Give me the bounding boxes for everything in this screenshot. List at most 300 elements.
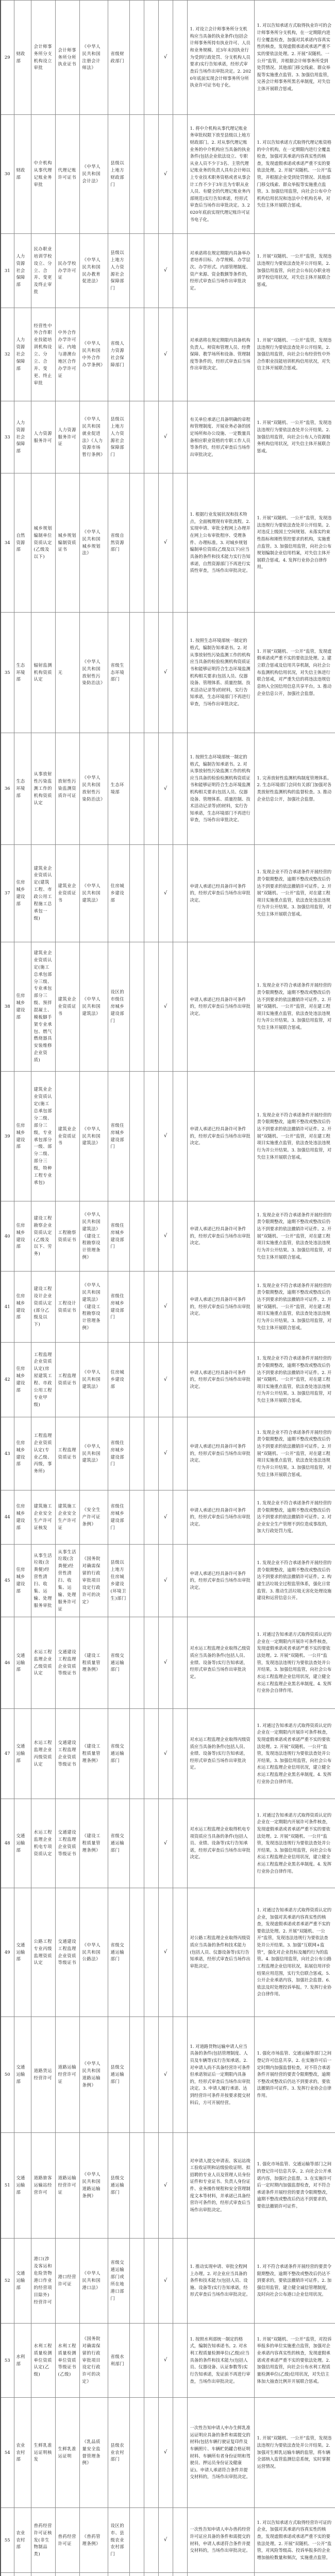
approval-authority-cell: [108, 2573, 129, 2576]
row-number: 31: [1, 234, 14, 308]
supervision-measures-cell: 1. 开展“双随机、一公开”监管，发现违法违规行为要依法查处并公开结果。2. 加强信用监管，向社会公布民办职业培训学校信用状况，对失信主体开展联合惩戒。: [254, 234, 335, 308]
reform-mode-4-cell: [173, 1490, 187, 1545]
check-mark-icon: √: [158, 2398, 173, 2508]
reform-mode-4-cell: [173, 2133, 187, 2239]
department-cell: 农业农村部: [14, 2398, 31, 2508]
license-name-cell: 民办学校办学许可证: [55, 234, 79, 308]
approval-authority-cell: 省级交通运输部门: [108, 1617, 129, 1709]
approval-authority-cell: 省级水利部门: [108, 2324, 129, 2398]
reform-measures-cell: 对承诺将在规定期限内具备举办者培养目标、办学规模、办学层次、办学形式、内部管理制度、资产来源、资金数额等条件的，经形式审查后当场作出审批决定。: [187, 234, 254, 308]
legal-basis-cell: 《中华人民共和国港口法》: [79, 2239, 108, 2324]
reform-mode-2-cell: [144, 2133, 158, 2239]
row-number: 42: [1, 1343, 14, 1417]
license-name-cell: 工程监理资质证书: [55, 1343, 79, 1417]
row-number: 49: [1, 1888, 14, 2017]
approval-authority-cell: 县级以上地方人力资源社会保障部门: [108, 401, 129, 473]
reform-mode-4-cell: [173, 115, 187, 234]
department-cell: 交通运输部: [14, 2017, 31, 2133]
reform-mode-1-cell: [129, 845, 144, 942]
department-cell: 住房城乡建设部: [14, 845, 31, 942]
reform-measures-cell: 申请人承诺已经具备许可条件的，经形式审查后当场作出审批决定。: [187, 1417, 254, 1490]
legal-basis-cell: 《中华人民共和国道路运输条例》: [79, 2133, 108, 2239]
legal-basis-cell: 《中华人民共和国放射性污染防治法》: [79, 733, 108, 845]
reform-measures-cell: 申请人承诺已经具备许可条件的，经形式审查后当场作出审批决定。: [187, 1490, 254, 1545]
approval-authority-cell: 设区的市级住房城乡建设部门: [108, 942, 129, 1072]
legal-basis-cell: 《中华人民共和国建筑法》: [79, 1417, 108, 1490]
check-mark-icon: √: [158, 1417, 173, 1490]
supervision-measures-cell: [254, 2573, 335, 2576]
row-number: 55: [1, 2508, 14, 2573]
table-row: [1, 1, 335, 115]
supervision-measures-cell: 1. 对通过告知承诺方式取得资质认定的企业，加强对其承诺内容真实性的核查，发现虚假承诺或者承诺严重不实的要依法处理。2. 开展“双随机、一公开”监管，发现违法违规行为要依法查处并公开结果。3. 加强“互联网+监管”，强化对企业投标及履约行为的监管。4. 加强信用监管，向社会公布公路工程监理企业信用状况，拓展信用评价结果应用范围，实行失信联合惩戒。5. 公开企业承诺内容，加强社会监督。6. 依法及时处理投诉举报。7. 发挥行业协会自律作用。: [254, 1888, 335, 2017]
reform-mode-2-cell: [144, 733, 158, 845]
row-number: 29: [1, 1, 14, 115]
reform-measures-cell: 对水运工程监理企业取得丙级资质应当具备的条件(包括人员、业绩、设备等)实行告知承诺，经形式审查后当场作出审批决定。: [187, 1709, 254, 1799]
department-cell: 住房城乡建设部: [14, 1545, 31, 1617]
table-row: [1, 2239, 335, 2324]
reform-measures-cell: 1. 根据行业发展状况和技术特点，全面梳理现有审批流程。2. 实现申请、审批全程网上办理并在网上公布审批程序、受理条件、办理标准。3. 对城乡规划编制单位资质(乙级及以下)应当具备的条件和技术能力实行告知承诺，自然资源部门不再进行实质性审查，当场作出审批决定。: [187, 473, 254, 613]
approval-item-cell: 建设工程设计企业资质认定(部分乙级及以下): [31, 1272, 55, 1343]
approval-item-cell: 水运工程监理企业乙级资质认定: [31, 1617, 55, 1709]
supervision-measures-cell: 1. 发现企业不符合承诺条件开展经营的责令限期整改，逾期不整改或整改后仍达不到要求的依法撤销许可证件。2. 开展“双随机、一公开”监管，对在建工程项目实施重点监管，依法查处违法违规行为并公开结果。3. 加强信用监管，对失信主体开展联合惩戒。: [254, 1343, 335, 1417]
reform-mode-1-cell: [129, 1272, 144, 1343]
reform-mode-2-cell: [144, 1888, 158, 2017]
row-number: 38: [1, 942, 14, 1072]
reform-measures-cell: 1. 将中介机构从事代理记账业务审批权限下放至县级以上地方财政部门。2. 对从事代理记账业务的中介机构应当具备的执业条件(包括企业依法设立、专职从业人员不少于3名、主管代理记账业务的负责人具有会计师以上专业技术职务资格或者从事会计工作不少于3年且为专职从业人员、有健全的代理记账业务内部规范)实行告知承诺，经形式审查后当场作出审批决定。3. 2020年底前实现代理记账许可证书电子化。: [187, 115, 254, 234]
approval-item-cell: 道路旅客运输站经营许可: [31, 2133, 55, 2239]
department-cell: 人力资源社会保障部: [14, 401, 31, 473]
check-mark-icon: √: [158, 942, 173, 1072]
department-cell: 生态环境部: [14, 733, 31, 845]
approval-authority-cell: 省级住房城乡建设部门: [108, 1272, 129, 1343]
supervision-measures-cell: 1. 发现企业不符合承诺条件开展经营的责令限期整改，逾期不整改或整改后仍达不到要求的依法撤销许可证件。2. 开展“双随机、一公开”监管，对在建工程项目实施重点监管，依法查处违法违规行为并公开结果。3. 加强信用监管，对失信主体开展联合惩戒。: [254, 845, 335, 942]
department-cell: 住房城乡建设部: [14, 1272, 31, 1343]
reform-mode-4-cell: [173, 845, 187, 942]
approval-item-cell: [31, 2573, 55, 2576]
check-mark-icon: √: [158, 1, 173, 115]
reform-mode-4-cell: [173, 1, 187, 115]
reform-mode-1-cell: [129, 942, 144, 1072]
row-number: 53: [1, 2324, 14, 2398]
reform-measures-cell: 申请人承诺已经具备许可条件的，经形式审查后当场作出审批决定。: [187, 1545, 254, 1617]
table-row: [1, 2324, 335, 2398]
department-cell: 交通运输部: [14, 1888, 31, 2017]
reform-mode-1-cell: [129, 1343, 144, 1417]
check-mark-icon: √: [158, 1799, 173, 1888]
legal-basis-cell: 《安全生产许可证条例》: [79, 1490, 108, 1545]
reform-mode-4-cell: [173, 308, 187, 401]
row-number: 36: [1, 733, 14, 845]
approval-authority-cell: 省级交通运输部门或所在地港口部门: [108, 2239, 129, 2324]
approval-authority-cell: 省级住房城乡建设部门: [108, 1490, 129, 1545]
reform-mode-1-cell: [129, 1888, 144, 2017]
reform-mode-1-cell: [129, 1545, 144, 1617]
reform-mode-4-cell: [173, 2239, 187, 2324]
reform-measures-cell: 对申请人提交申请表、客运站竣工验收证明和站级验收证明、拟招聘的专业人员及管理人员身份证件和专业证书、负责人身份证件、业务操作规程和安全管理制度文本等材料，并承诺已具备经营许可条件的，经形式审查后当场作出审批决定。: [187, 2133, 254, 2239]
legal-basis-cell: 《中华人民共和国建筑法》: [79, 845, 108, 942]
reform-measures-cell: 申请人承诺已经具备许可条件的，经形式审查后当场作出审批决定。: [187, 1201, 254, 1272]
reform-mode-4-cell: [173, 942, 187, 1072]
approval-authority-cell: 设区的市、县级农业农村部门: [108, 2508, 129, 2573]
department-cell: 住房城乡建设部: [14, 1201, 31, 1272]
table-row: [1, 473, 335, 613]
legal-basis-cell: 《中华人民共和国城乡规划法》: [79, 473, 108, 613]
table-row: [1, 942, 335, 1072]
table-row: [1, 1201, 335, 1272]
row-number: 52: [1, 2239, 14, 2324]
check-mark-icon: √: [158, 115, 173, 234]
reform-measures-cell: 有关单位承诺已具备明确的章程和管理制度、开展业务必备的固定场所和办公设施、一定数量具备相应职业资格的专职工作人员等条件的，经形式审查后当场作出审批决定。: [187, 401, 254, 473]
row-number: 43: [1, 1417, 14, 1490]
check-mark-icon: √: [158, 401, 173, 473]
reform-mode-2-cell: [144, 1, 158, 115]
department-cell: 财政部: [14, 115, 31, 234]
department-cell: 交通运输部: [14, 1709, 31, 1799]
row-number: 34: [1, 473, 14, 613]
table-row: [1, 1888, 335, 2017]
reform-mode-4-cell: [173, 2573, 187, 2576]
table-row: [1, 1343, 335, 1417]
approval-item-cell: 水利工程质量检测单位资质认定(乙级): [31, 2324, 55, 2398]
reform-mode-1-cell: [129, 1709, 144, 1799]
department-cell: 水利部: [14, 2324, 31, 2398]
reform-mode-4-cell: [173, 1799, 187, 1888]
table-row: [1, 1545, 335, 1617]
reform-mode-2-cell: [144, 2398, 158, 2508]
table-row: [1, 845, 335, 942]
approval-item-cell: 道路货运经营许可: [31, 2017, 55, 2133]
table-row: [1, 115, 335, 234]
license-name-cell: 人力资源服务许可证: [55, 401, 79, 473]
approval-authority-cell: 省级住房城乡建设部门: [108, 1417, 129, 1490]
table-row: [1, 2133, 335, 2239]
reform-mode-4-cell: [173, 473, 187, 613]
check-mark-icon: √: [158, 1201, 173, 1272]
reform-measures-cell: 申请人承诺已经具备许可条件的，经形式审查后当场作出审批决定。: [187, 1343, 254, 1417]
table-row: [1, 2017, 335, 2133]
check-mark-icon: √: [158, 2508, 173, 2573]
table-body: [1, 1, 335, 2576]
approval-authority-cell: 县级以上地方住房城乡建设(环境卫生)部门: [108, 1545, 129, 1617]
supervision-measures-cell: 1. 发现企业不符合承诺条件开展经营的责令限期整改，逾期不整改或整改后仍达不到要求的依法撤销许可证件。2. 开展“双随机、一公开”监管，对在建工程项目实施重点监管，依法查处违法违规行为并公开结果。3. 加强信用监管，对失信主体开展联合惩戒。: [254, 942, 335, 1072]
legal-basis-cell: 《中华人民共和国建筑法》《建设工程勘察设计管理条例》: [79, 1272, 108, 1343]
department-cell: 生态环境部: [14, 613, 31, 733]
license-name-cell: 建筑施工企业安全生产许可证: [55, 1490, 79, 1545]
department-cell: 财政部: [14, 1, 31, 115]
reform-mode-2-cell: [144, 1709, 158, 1799]
table-row: [1, 733, 335, 845]
supervision-measures-cell: 1. 完善放射性监测机构制度管理体系。2. 生态环境部门会同有关部门加强对各类放射性监测机构的监督检查。3. 推动企业信息公开，加强社会监督。: [254, 733, 335, 845]
license-name-cell: 城乡规划编制资质证书: [55, 473, 79, 613]
reform-mode-2-cell: [144, 401, 158, 473]
table-row: [1, 2573, 335, 2576]
reform-measures-cell: 申请人承诺已经具备许可条件的，经形式审查后当场作出审批决定。: [187, 1072, 254, 1201]
department-cell: 交通运输部: [14, 2239, 31, 2324]
supervision-measures-cell: 1. 发现企业不符合承诺条件开展经营的责令限期整改，逾期不整改或整改后仍达不到要求的依法撤销许可证件。2. 开展“双随机、一公开”监管，对在建工程项目实施重点监管，依法查处违法违规行为并公开结果。3. 加强信用监管，对失信主体开展联合惩戒。: [254, 1272, 335, 1343]
reform-measures-cell: 1. 对设立会计师事务所分支机构应当具备的执业条件(包括会计师事务所持有执业许可、人员和业务规模、近3年未因执业行为受到行政处罚、分支机构人员要求)实行告知承诺，经形式审查后当场作出审批决定。2. 2020年底前实现会计师事务所分所执业许可证书电子化。: [187, 1, 254, 115]
license-name-cell: 交通建设工程监理企业资质等级证书: [55, 1617, 79, 1709]
legal-basis-cell: 《中华人民共和国建筑法》: [79, 942, 108, 1072]
department-cell: 住房城乡建设部: [14, 1417, 31, 1490]
reform-mode-1-cell: [129, 2398, 144, 2508]
legal-basis-cell: 《中华人民共和国就业促进法》《人力资源市场暂行条例》: [79, 401, 108, 473]
department-cell: 交通运输部: [14, 1799, 31, 1888]
row-number: 39: [1, 1072, 14, 1201]
license-name-cell: 交通建设工程监理企业资质等级证书: [55, 1709, 79, 1799]
approval-item-cell: 经营性中外合作职业技能培训机构设立、分立、合并、变更、终止审批: [31, 308, 55, 401]
reform-mode-2-cell: [144, 234, 158, 308]
approval-authority-cell: 县级以上地方财政部门: [108, 115, 129, 234]
supervision-measures-cell: 1. 开展“双随机、一公开”监管，发现违法违规行为要依法查处并公开结果。2. 加强对生鲜乳运输车辆的监管，将车辆全部纳入监管监测信息系统，实时掌握运营情况。: [254, 2398, 335, 2508]
reform-mode-4-cell: [173, 2017, 187, 2133]
reform-mode-1-cell: [129, 1201, 144, 1272]
approval-item-cell: 建筑施工企业安全生产许可证核发: [31, 1490, 55, 1545]
check-mark-icon: √: [158, 845, 173, 942]
department-cell: 人力资源社会保障部: [14, 234, 31, 308]
approval-item-cell: 城乡规划编制单位资质认定(乙级及以下): [31, 473, 55, 613]
reform-mode-2-cell: [144, 308, 158, 401]
reform-measures-cell: 1. 按照生态环境部统一制定的格式，编制告知承诺书。2. 对从事放射性污染监测工作的机构应当具备的检验检测机构资质证书和能够证明符合生态环境监测机构相关要求(包括人员、仪器设备、管理体系、质量控制、技术活动记录等)的材料，实行告知承诺，生态环境部门不再进行审查，当场作出审批决定。: [187, 613, 254, 733]
row-number: 51: [1, 2133, 14, 2239]
legal-basis-cell: 《中华人民共和国注册会计师法》: [79, 1, 108, 115]
reform-mode-4-cell: [173, 401, 187, 473]
row-number: 30: [1, 115, 14, 234]
reform-measures-cell: 申请人承诺已经具备许可条件的，经形式审查后当场作出审批决定。: [187, 845, 254, 942]
supervision-measures-cell: 1. 对通过告知承诺方式取得资质认定的企业在一定期限内开展许可条件核查，发现虚假承诺或者承诺严重不实的要依法处理。2. 开展“双随机、一公开”监管，发现违法违规行为要依法查处并公开结果。3. 加强信用监管，向社会公布水运工程监理企业信用状况，建立健全水运工程监理企业黑名单制度。4. 发挥行业协会自律作用。: [254, 1799, 335, 1888]
check-mark-icon: √: [158, 473, 173, 613]
supervision-measures-cell: 1. 对不符合承诺条件开展经营的要责令限期整改，逾期不整改或整改后仍达不到要求的，要依法撤销许可证件。2. 加强信用监管，建立健全诚信管理制度，及时向社会公布港口企业信用状况。: [254, 2239, 335, 2324]
row-number: 48: [1, 1799, 14, 1888]
legal-basis-cell: 《中华人民共和国建筑法》《建设工程勘察设计管理条例》: [79, 1201, 108, 1272]
row-number: 46: [1, 1617, 14, 1709]
approval-item-cell: 水运工程监理企业机电专项资质认定: [31, 1799, 55, 1888]
reform-mode-2-cell: [144, 2508, 158, 2573]
supervision-measures-cell: 1. 强化市场监管、交通运输等部门之间的登记许可信息共享。2. 向社会公开承诺内容，加强社会监督。3. 在实施许可后一定时期内加强监督检查，对不符合承诺条件开展经营的要责令限期整改，逾期不整改或整改后仍达不到要求的，要依法撤销许可证件。: [254, 2133, 335, 2239]
reform-measures-cell: 对水运工程监理企业取得乙级资质应当具备的条件(包括人员、业绩、设备等)实行告知承诺，经形式审查后当场作出审批决定。: [187, 1617, 254, 1709]
approval-authority-cell: 省级交通运输部门: [108, 1888, 129, 2017]
department-cell: 住房城乡建设部: [14, 1490, 31, 1545]
approval-item-cell: 建筑业企业资质认定(建筑工程、市政公用工程施工总承包一级): [31, 845, 55, 942]
reform-measures-cell: 申请人承诺已经具备许可条件的，经形式审查后当场作出审批决定。: [187, 1272, 254, 1343]
check-mark-icon: √: [158, 2017, 173, 2133]
approval-item-cell: 辐射监测机构资质认定: [31, 613, 55, 733]
reform-mode-4-cell: [173, 1272, 187, 1343]
row-number: 35: [1, 613, 14, 733]
approval-authority-cell: 住房城乡建设部: [108, 845, 129, 942]
approval-item-cell: 从事放射性污染监测工作的机构资质认定: [31, 733, 55, 845]
supervision-measures-cell: 1. 对通过告知承诺方式取得资质认定的企业在一定期限内开展许可条件核查，发现虚假承诺或者承诺严重不实的要依法处理。2. 开展“双随机、一公开”监管，发现违法违规行为要依法查处并公开结果。3. 加强信用监管，向社会公布水运工程监理企业信用状况，建立健全水运工程监理企业黑名单制度。4. 发挥行业协会自律作用。: [254, 1709, 335, 1799]
reform-mode-1-cell: [129, 234, 144, 308]
supervision-measures-cell: 1. 开展“双随机、一公开”监管，发现虚假承诺或严重不实的要依法处理。2. 建立联合惩戒及信用共享机制，向社会公布监测机构信用状况，对失信主体进行联合惩戒，对严重失信的将违法违规信息纳入全国信用信息共享平台。3. 推动企业信息公开，加强社会监督。: [254, 613, 335, 733]
reform-measures-cell: 对水运工程监理企业取得机电专项资质应当具备的条件(包括人员、业绩、设备等)实行告知承诺，经形式审查后当场作出审批决定。: [187, 1799, 254, 1888]
reform-mode-1-cell: [129, 733, 144, 845]
row-number: 50: [1, 2017, 14, 2133]
reform-mode-1-cell: [129, 115, 144, 234]
legal-basis-cell: 《乳品质量安全监督管理条例》: [79, 2398, 108, 2508]
row-number: 40: [1, 1201, 14, 1272]
legal-basis-cell: 《中华人民共和国中外合作办学条例》: [79, 308, 108, 401]
reform-mode-1-cell: [129, 1417, 144, 1490]
table-row: [1, 1272, 335, 1343]
department-cell: 自然资源部: [14, 473, 31, 613]
reform-mode-4-cell: [173, 1888, 187, 2017]
approval-item-cell: 会计师事务所分支机构设立审批: [31, 1, 55, 115]
license-name-cell: 水利工程质量检测单位资质等级证书(乙级): [55, 2324, 79, 2398]
reform-mode-1-cell: [129, 401, 144, 473]
license-name-cell: 工程监理资质证书: [55, 1417, 79, 1490]
reform-mode-2-cell: [144, 1417, 158, 1490]
reform-mode-2-cell: [144, 1201, 158, 1272]
approval-item-cell: 建设工程勘察企业资质认定(乙级及以下、劳务): [31, 1201, 55, 1272]
reform-mode-4-cell: [173, 2398, 187, 2508]
license-name-cell: 港口经营许可证: [55, 2239, 79, 2324]
approval-item-cell: 工程监理企业资质认定(房屋建筑工程、市政公用工程专业甲级): [31, 1343, 55, 1417]
reform-mode-2-cell: [144, 942, 158, 1072]
department-cell: 农业农村部: [14, 2508, 31, 2573]
approval-item-cell: 工程监理企业资质认定(专业乙级、丙级，事务所): [31, 1417, 55, 1490]
reform-measures-cell: 1. 按照生态环境部统一制定的格式，编制告知承诺书。2. 对从事放射性污染监测工作的机构应当具备的检验检测机构资质证书和能够证明符合生态环境监测机构相关要求(包括人员、仪器设备、管理体系、质量控制、技术活动记录等)的材料，实行告知承诺，生态环境部门不再进行审查，当场作出审批决定。: [187, 733, 254, 845]
reform-mode-4-cell: [173, 1201, 187, 1272]
check-mark-icon: √: [158, 1072, 173, 1201]
row-number: 47: [1, 1709, 14, 1799]
check-mark-icon: √: [158, 1272, 173, 1343]
check-mark-icon: √: [158, 2133, 173, 2239]
check-mark-icon: √: [158, 2239, 173, 2324]
reform-mode-2-cell: [144, 1343, 158, 1417]
approval-authority-cell: 省级住房城乡建设部门: [108, 1072, 129, 1201]
reform-mode-4-cell: [173, 733, 187, 845]
approval-item-cell: 生鲜乳准运证明核发: [31, 2398, 55, 2508]
license-name-cell: 放射性污染监测资质许可证: [55, 733, 79, 845]
table-row: [1, 2508, 335, 2573]
supervision-measures-cell: 1. 发现企业不符合承诺条件开展经营的责令限期整改，逾期不整改或整改后仍达不到要求的依法撤销许可证件。2. 对企业安全生产管理不到位造成事故的，加大行政处罚力度。: [254, 1490, 335, 1545]
approval-authority-cell: 省级财政部门: [108, 1, 129, 115]
department-cell: 住房城乡建设部: [14, 1343, 31, 1417]
check-mark-icon: √: [158, 733, 173, 845]
approval-item-cell: 人力资源服务许可: [31, 401, 55, 473]
reform-mode-2-cell: [144, 2573, 158, 2576]
check-mark-icon: √: [158, 308, 173, 401]
check-mark-icon: √: [158, 1888, 173, 2017]
approval-item-cell: 公路工程专业丙级监理资质认定: [31, 1888, 55, 2017]
approval-authority-cell: 县级农业农村部门: [108, 2398, 129, 2508]
reform-measures-cell: 对公路工程监理企业取得丙级资质应当具备的条件和技术能力(包括人员、仪器设备等)实行告知承诺，经形式审查后当场作出审批决定。: [187, 1888, 254, 2017]
reform-mode-4-cell: [173, 1072, 187, 1201]
license-name-cell: 建筑业企业资质证书: [55, 1072, 79, 1201]
reform-mode-2-cell: [144, 473, 158, 613]
legal-basis-cell: 《中华人民共和国放射性污染防治法》: [79, 613, 108, 733]
reform-mode-4-cell: [173, 1545, 187, 1617]
check-mark-icon: √: [158, 1709, 173, 1799]
row-number: [1, 2573, 14, 2576]
license-name-cell: 道路运输经营许可证: [55, 2017, 79, 2133]
legal-basis-cell: 《中华人民共和国公路法》: [79, 1888, 108, 2017]
approval-authority-cell: 省级自然资源部门: [108, 473, 129, 613]
legal-basis-cell: 《建设工程质量管理条例》: [79, 1799, 108, 1888]
department-cell: 人力资源社会保障部: [14, 308, 31, 401]
reform-mode-1-cell: [129, 308, 144, 401]
reform-measures-cell: 申请人承诺已经具备许可条件的，经形式审查后当场作出审批决定。: [187, 942, 254, 1072]
supervision-measures-cell: 1. 开展“双随机、一公开”监管，对投诉举报多的单位实施重点监管，加强对企业承诺内容真实性的核查，发现虚假承诺或者承诺严重不实的要依法处理。2. 加强信用监管，向社会公布水利工程质量检测单位(乙级)信用状况，对失信主体加大抽查比例并开展联合惩戒。: [254, 2324, 335, 2398]
row-number: 33: [1, 401, 14, 473]
reform-mode-1-cell: [129, 473, 144, 613]
supervision-measures-cell: 1. 发现企业不符合承诺条件开展经营的责令限期整改，逾期不整改或整改后仍达不到要求的依法撤销许可证件。2. 开展“双随机、一公开”监管，对在建工程项目实施重点监管，依法查处违法违规行为并公开结果。3. 加强信用监管，对失信主体开展联合惩戒。: [254, 1201, 335, 1272]
row-number: 45: [1, 1545, 14, 1617]
reform-measures-cell: [187, 2573, 254, 2576]
reform-mode-2-cell: [144, 1490, 158, 1545]
reform-mode-2-cell: [144, 1545, 158, 1617]
license-name-cell: 工程勘察资质证书: [55, 1201, 79, 1272]
reform-mode-2-cell: [144, 613, 158, 733]
approval-authority-cell: 住房城乡建设部: [108, 1343, 129, 1417]
check-mark-icon: [158, 2573, 173, 2576]
table-row: [1, 1072, 335, 1201]
legal-basis-cell: [79, 2573, 108, 2576]
check-mark-icon: √: [158, 613, 173, 733]
approval-item-cell: 水运工程监理企业丙级资质认定: [31, 1709, 55, 1799]
supervision-measures-cell: 1. 强化市场监管、交通运输等部门之间登记许可信息共享。2. 在实施许可后一定时期内加强监督检查，对不符合承诺条件开展经营的要责令限期整改，逾期不整改或整改后仍达不到要求的，要依法撤销许可证件。3. 发挥行业协会自律作用。: [254, 2017, 335, 2133]
reform-mode-1-cell: [129, 1, 144, 115]
reform-mode-1-cell: [129, 1799, 144, 1888]
reform-mode-2-cell: [144, 2324, 158, 2398]
row-number: 54: [1, 2398, 14, 2508]
approval-item-cell: 港口(涉及客运和危险货物港口作业的经营项目除外)经营许可: [31, 2239, 55, 2324]
table-row: [1, 1799, 335, 1888]
legal-basis-cell: 《兽药管理条例》: [79, 2508, 108, 2573]
legal-basis-cell: 《中华人民共和国民办教育促进法》: [79, 234, 108, 308]
approval-item-cell: 建筑业企业资质认定(施工总承包部分三级、专业承包部分三级、预拌混凝土、模板脚手架专业承包、燃气燃烧器具安装维修企业资质): [31, 942, 55, 1072]
row-number: 37: [1, 845, 14, 942]
department-cell: 交通运输部: [14, 1617, 31, 1709]
approval-item-cell: 民办职业培训学校设立、分立、合并、变更及终止审批: [31, 234, 55, 308]
row-number: 41: [1, 1272, 14, 1343]
license-name-cell: 交通建设工程监理企业资质等级证书: [55, 1888, 79, 2017]
row-number: 32: [1, 308, 14, 401]
reform-mode-2-cell: [144, 1272, 158, 1343]
license-name-cell: [55, 2573, 79, 2576]
reform-mode-2-cell: [144, 1799, 158, 1888]
table-row: [1, 1709, 335, 1799]
license-name-cell: 道路运输经营许可证: [55, 2133, 79, 2239]
approval-authority-cell: 省级人力资源社会保障部门: [108, 308, 129, 401]
check-mark-icon: √: [158, 1545, 173, 1617]
legal-basis-cell: 《国务院对确需保留的行政审批项目设定行政许可的决定》: [79, 1545, 108, 1617]
check-mark-icon: √: [158, 1490, 173, 1545]
reform-mode-4-cell: [173, 234, 187, 308]
table-row: [1, 1417, 335, 1490]
license-name-cell: 生鲜乳准运证明: [55, 2398, 79, 2508]
reform-mode-1-cell: [129, 1617, 144, 1709]
supervision-measures-cell: 1. 对通过告知承诺方式取得资质认定的企业在一定期限内开展许可条件核查，发现虚假承诺或者承诺严重不实的要依法处理。2. 开展“双随机、一公开”监管，发现违法违规行为要依法查处并公开结果。3. 加强信用监管，向社会公布水运工程监理企业信用状况，建立健全水运工程监理企业黑名单制度。4. 发挥行业协会自律作用。: [254, 1617, 335, 1709]
license-name-cell: 中外合作办学许可证、内地与港澳台地区合作办学许可证: [55, 308, 79, 401]
supervision-measures-cell: 1. 对以告知承诺方式取得代理记账资格的中介机构，在一定期限内进行全覆盖检查，加强对其承诺内容真实性的核查，发现虚假承诺或承诺严重不实的要依法处理。2. 开展“双随机、一公开”监管，并根据企业受到处罚情况、其他部门移交线索、群众举报等实施重点监管。3. 加强信用监管，向社会公布中介机构信用状况和违法中介机构名单，对失信主体开展联合惩戒。: [254, 115, 335, 234]
reform-mode-1-cell: [129, 613, 144, 733]
table-row: [1, 234, 335, 308]
reform-mode-1-cell: [129, 2573, 144, 2576]
reform-mode-1-cell: [129, 1072, 144, 1201]
approval-authority-cell: 县级交通运输部门: [108, 2133, 129, 2239]
license-name-cell: 兽药经营许可证: [55, 2508, 79, 2573]
reform-mode-2-cell: [144, 1072, 158, 1201]
reform-mode-2-cell: [144, 2239, 158, 2324]
reform-mode-4-cell: [173, 1343, 187, 1417]
reform-measures-cell: 1. 按照水利部统一制定的格式，编制告知承诺书。2. 对水利工程质量检测单位(乙级)应当具备的条件和技术能力(包括人员、仪器设备、认证参数等)实行告知承诺，发证前不再进行审查，当场作出审批决定。: [187, 2324, 254, 2398]
table-row: [1, 1617, 335, 1709]
department-cell: 住房城乡建设部: [14, 1072, 31, 1201]
table-row: [1, 308, 335, 401]
supervision-measures-cell: 1. 对以告知承诺方式取得经营许可证的企业，加强对其承诺内容真实性的核查，发现虚假承诺或承诺严重不实的要依法处理。2. 开展“双随机、一公开”监管，对风险等级高、投诉举报多的企业增加抽检数量和频次，实施重点监管。: [254, 2508, 335, 2573]
reform-measures-cell: 1. 对道路货物运输申请人应当具备的条件(包括管理制度、人员及车辆等)实行告知承诺。2. 对申请人尚不具备经营许可条件但承诺领证后一定期限内具备的，经形式审查后当场作出审批决定。3. 申请人履行承诺、达到经营许可条件并按要求提交材料后，方可开展经营。: [187, 2017, 254, 2133]
